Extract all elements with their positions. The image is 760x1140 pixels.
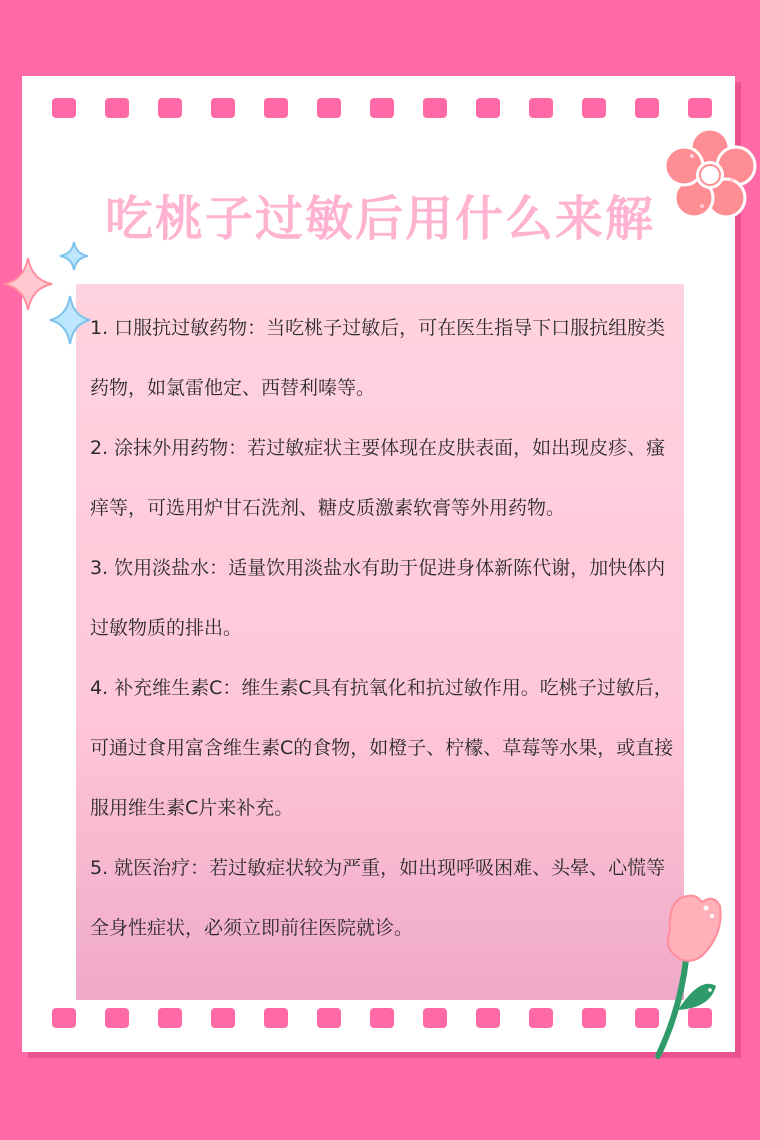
binder-hole	[211, 1008, 235, 1028]
binder-holes-bottom	[52, 1008, 712, 1028]
binder-hole	[529, 1008, 553, 1028]
list-item: 3. 饮用淡盐水：适量饮用淡盐水有助于促进身体新陈代谢，加快体内过敏物质的排出。	[90, 557, 666, 639]
binder-hole	[476, 98, 500, 118]
binder-hole	[370, 1008, 394, 1028]
list-item: 2. 涂抹外用药物：若过敏症状主要体现在皮肤表面，如出现皮疹、瘙痒等，可选用炉甘石洗剂、糖皮质激素软膏等外用药物。	[90, 437, 666, 519]
binder-hole	[317, 1008, 341, 1028]
binder-hole	[158, 1008, 182, 1028]
binder-hole	[105, 98, 129, 118]
binder-hole	[476, 1008, 500, 1028]
list-item: 5. 就医治疗：若过敏症状较为严重，如出现呼吸困难、头晕、心慌等全身性症状，必须立即前往医院就诊。	[90, 857, 666, 939]
binder-hole	[582, 1008, 606, 1028]
list-item: 4. 补充维生素C：维生素C具有抗氧化和抗过敏作用。吃桃子过敏后，可通过食用富含维生素C的食物，如橙子、柠檬、草莓等水果，或直接服用维生素C片来补充。	[90, 677, 674, 819]
page-title: 吃桃子过敏后用什么来解	[104, 191, 655, 247]
flower-icon	[662, 126, 758, 222]
binder-hole	[529, 98, 553, 118]
binder-hole	[105, 1008, 129, 1028]
list-item: 1. 口服抗过敏药物：当吃桃子过敏后，可在医生指导下口服抗组胺类药物，如氯雷他定、西替利嗪等。	[90, 317, 666, 399]
binder-hole	[582, 98, 606, 118]
binder-hole	[370, 98, 394, 118]
binder-hole	[158, 98, 182, 118]
binder-hole	[688, 98, 712, 118]
binder-hole	[635, 98, 659, 118]
binder-hole	[264, 98, 288, 118]
remedy-list	[90, 298, 675, 958]
tulip-icon	[640, 890, 730, 1060]
binder-hole	[211, 98, 235, 118]
binder-hole	[264, 1008, 288, 1028]
binder-hole	[52, 1008, 76, 1028]
binder-hole	[317, 98, 341, 118]
binder-hole	[423, 1008, 447, 1028]
binder-hole	[423, 98, 447, 118]
sparkle-icon	[2, 236, 98, 352]
binder-hole	[52, 98, 76, 118]
binder-holes-top	[52, 98, 712, 118]
